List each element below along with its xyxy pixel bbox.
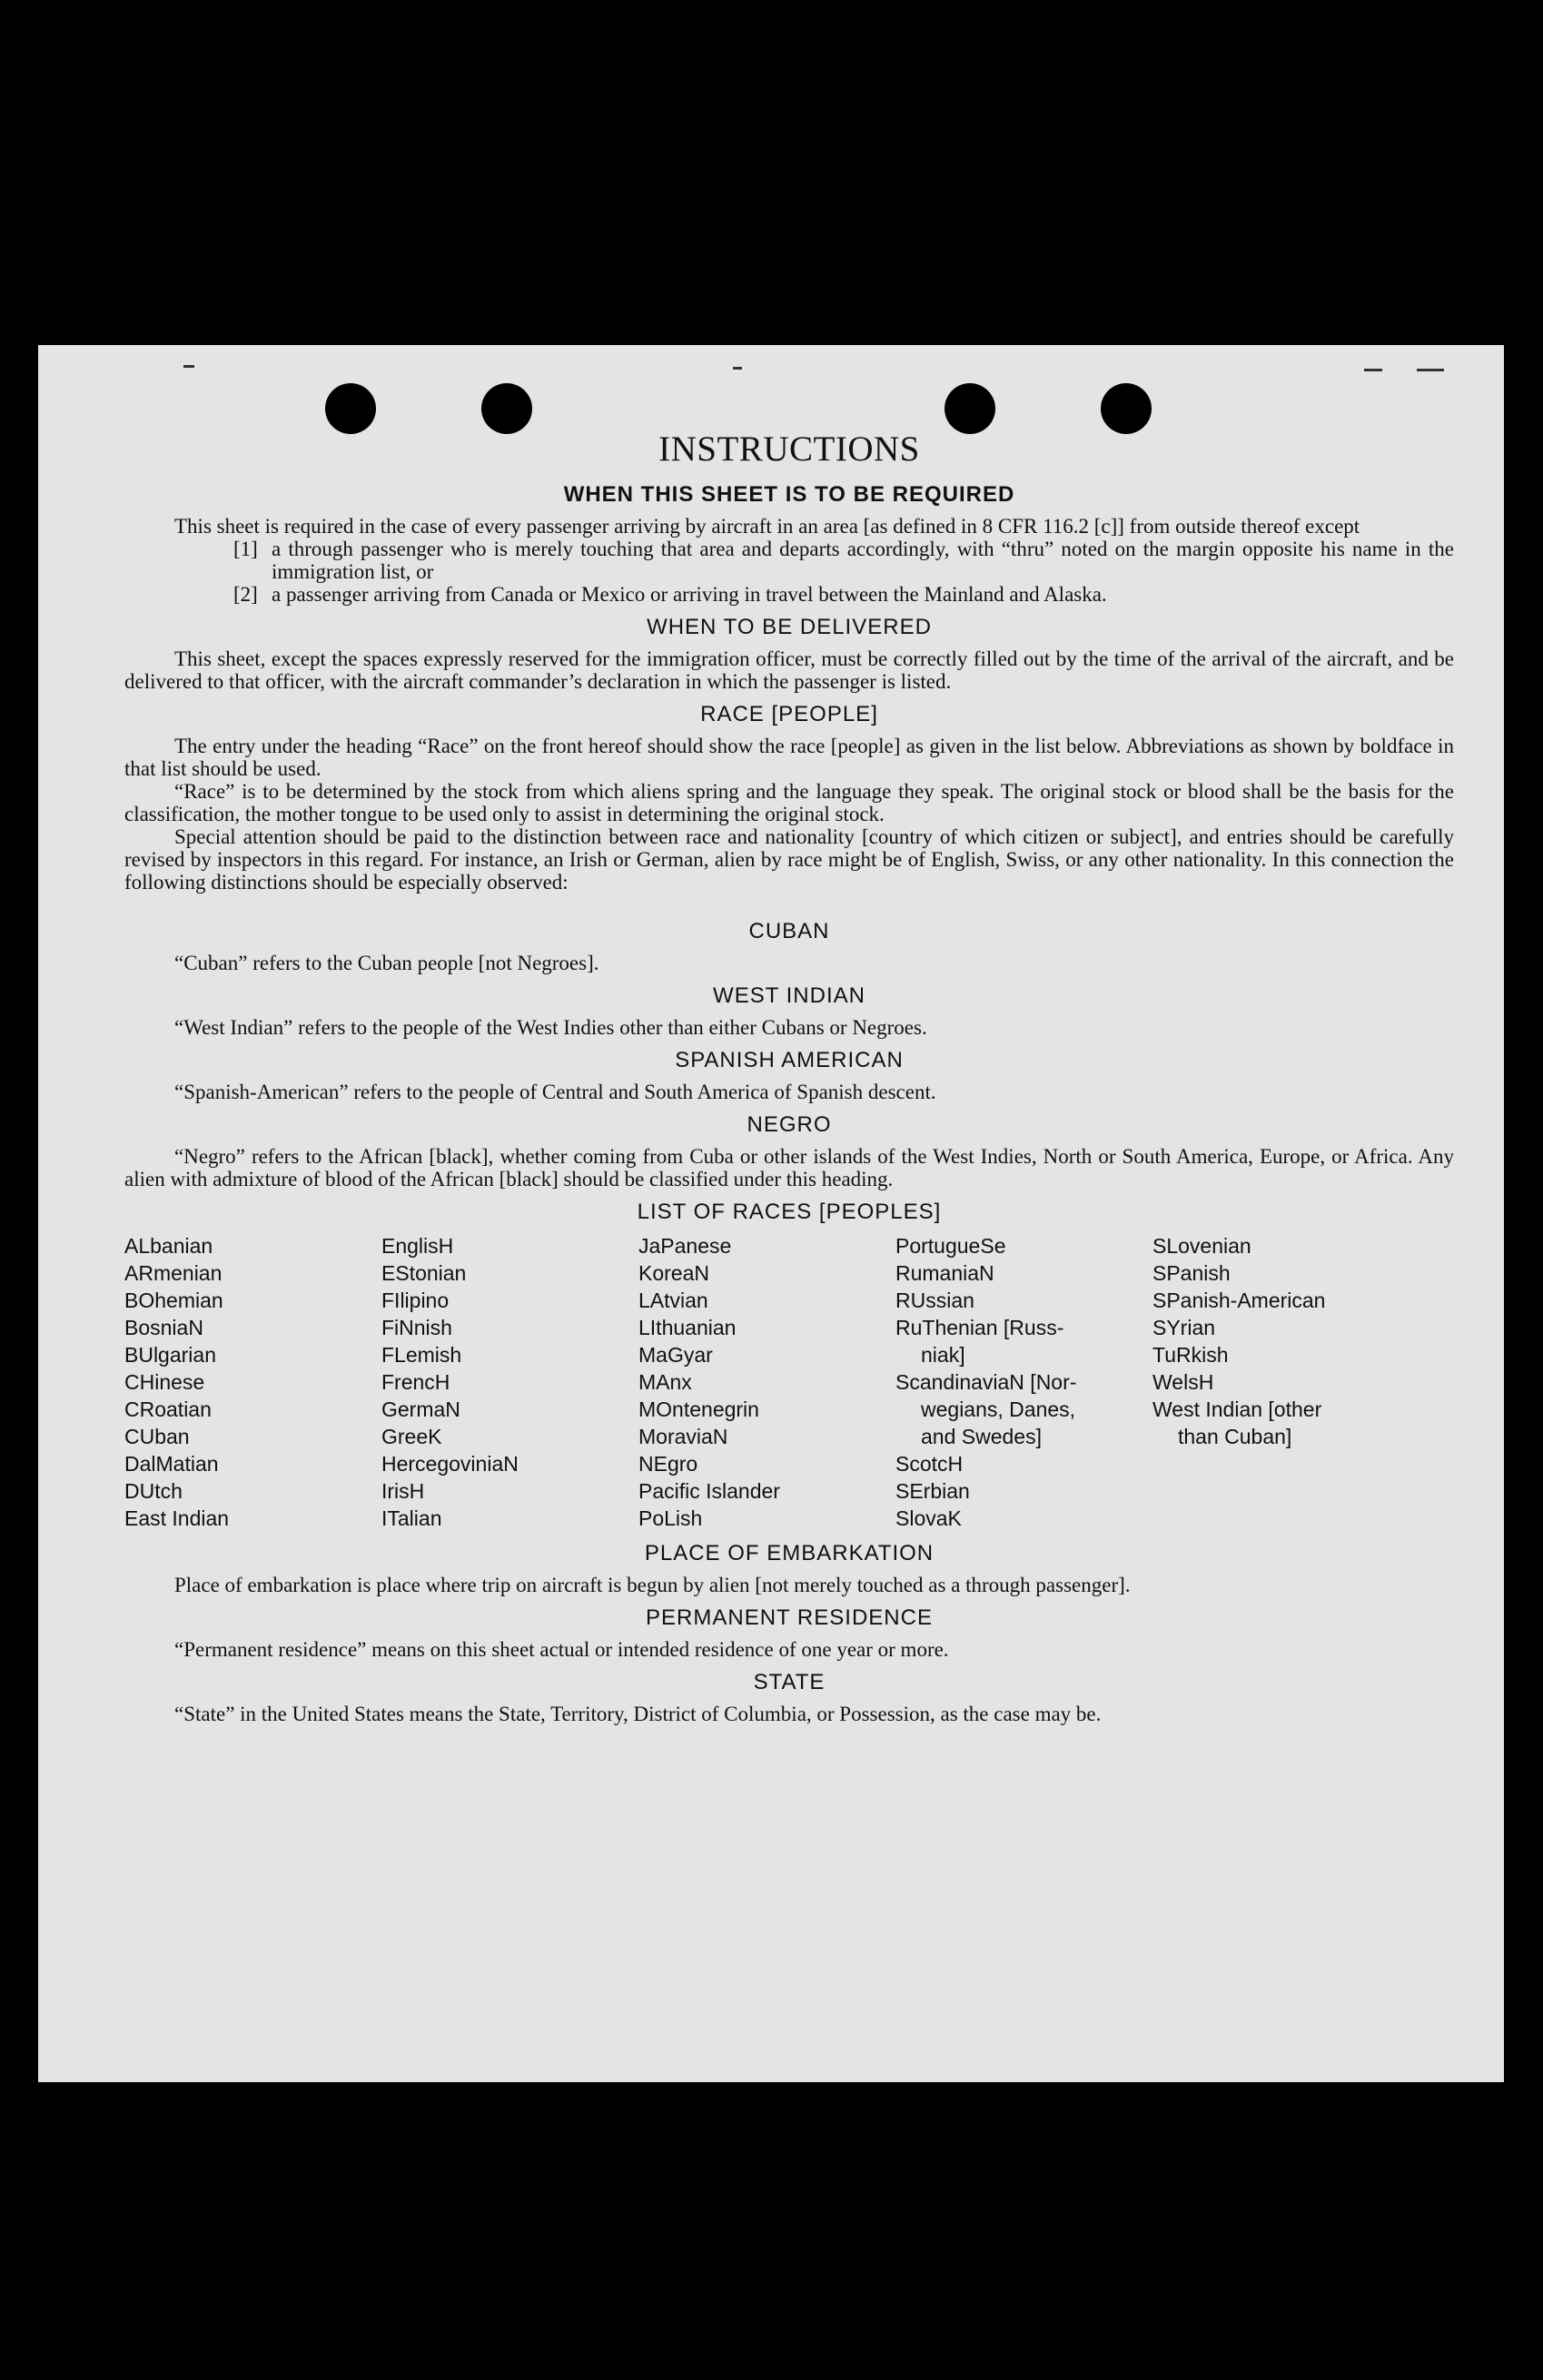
race-entry: DUtch (124, 1479, 183, 1503)
races-column (638, 1232, 895, 1532)
race-entry: DalMatian (124, 1452, 219, 1476)
section-heading-spanish-american: SPANISH AMERICAN (675, 1048, 904, 1072)
exception-item (233, 538, 1454, 583)
race-entry: EStonian (381, 1261, 467, 1285)
race-entry: East Indian (124, 1506, 230, 1530)
race-entry: FrencH (381, 1370, 450, 1394)
race-entry: ARmenian (124, 1261, 223, 1285)
race-paragraph-2: “Race” is to be determined by the stock from which aliens spring and the language they speak. The original stock or blood shall be the basis for the classification, the mother tongue to be used only to assist in determining the original stock. (124, 780, 1454, 825)
exception-text: a through passenger who is merely touching that area and departs accordingly, with “thru” noted on the margin opposite his name in the immigration list, or (272, 538, 1454, 583)
race-entry: SPanish-American (1152, 1289, 1326, 1312)
race-entry: CUban (124, 1425, 190, 1448)
race-entry: PoLish (638, 1506, 703, 1530)
scan-mark (733, 367, 742, 370)
section-heading-west-indian: WEST INDIAN (713, 983, 865, 1008)
race-entry: PortugueSe (895, 1234, 1006, 1258)
negro-body: “Negro” refers to the African [black], whether coming from Cuba or other islands of the West Indies, North or South America, Europe, or Africa. Any alien with admixture of blood of the African [black] should be classified under this heading. (124, 1145, 1454, 1190)
race-entry: BOhemian (124, 1289, 223, 1312)
race-entry: FiNnish (381, 1316, 452, 1339)
race-entry: SYrian (1152, 1316, 1216, 1339)
race-entry: Pacific Islander (638, 1479, 780, 1503)
race-entry: FIlipino (381, 1289, 450, 1312)
race-entry: GermaN (381, 1397, 460, 1421)
race-entry: KoreaN (638, 1261, 709, 1285)
race-entry: CRoatian (124, 1397, 212, 1421)
race-entry: ALbanian (124, 1234, 213, 1258)
race-entry: RUssian (895, 1289, 974, 1312)
race-entry: MOntenegrin (638, 1397, 759, 1421)
section-heading-embarkation: PLACE OF EMBARKATION (644, 1541, 935, 1565)
exception-number: [2] (233, 583, 258, 606)
race-entry: RuThenian [Russ- (895, 1316, 1064, 1339)
race-entry: BUlgarian (124, 1343, 216, 1367)
punch-hole (1101, 383, 1152, 434)
races-list (124, 1232, 1454, 1532)
race-entry: TuRkish (1152, 1343, 1229, 1367)
required-body: This sheet is required in the case of every passenger arriving by aircraft in an area [as defined in 8 CFR 116.2 [c]] from outside thereof except (174, 515, 1360, 538)
exception-text: a passenger arriving from Canada or Mexico or arriving in travel between the Mainland and Alaska. (272, 583, 1107, 606)
scan-mark (1364, 369, 1382, 371)
race-entry-continued: niak] (921, 1343, 965, 1367)
race-entry: West Indian [other (1152, 1397, 1322, 1421)
section-heading-required: WHEN THIS SHEET IS TO BE REQUIRED (563, 482, 1015, 507)
section-heading-negro: NEGRO (747, 1112, 832, 1137)
section-heading-race: RACE [PEOPLE] (700, 702, 878, 726)
exception-item (233, 583, 1454, 606)
race-entry-continued: than Cuban] (1178, 1425, 1292, 1448)
spanish-american-body: “Spanish-American” refers to the people of Central and South America of Spanish descent. (174, 1081, 936, 1103)
punch-hole (481, 383, 532, 434)
races-column (1152, 1232, 1409, 1532)
race-entry: LIthuanian (638, 1316, 737, 1339)
race-entry: SPanish (1152, 1261, 1231, 1285)
race-paragraph-1: The entry under the heading “Race” on the front hereof should show the race [people] as given in the list below. Abbreviations as shown by boldface in that list should be used. (124, 735, 1454, 780)
race-entry: EnglisH (381, 1234, 454, 1258)
races-column (124, 1232, 381, 1532)
scan-mark (183, 365, 194, 368)
west-indian-body: “West Indian” refers to the people of the West Indies other than either Cubans or Negroes. (174, 1016, 927, 1039)
race-entry: WelsH (1152, 1370, 1214, 1394)
race-entry: MaGyar (638, 1343, 713, 1367)
race-entry: SErbian (895, 1479, 970, 1503)
race-entry: MAnx (638, 1370, 692, 1394)
race-entry: MoraviaN (638, 1425, 728, 1448)
section-heading-residence: PERMANENT RESIDENCE (646, 1605, 933, 1630)
section-heading-list-of-races: LIST OF RACES [PEOPLES] (637, 1200, 942, 1224)
race-entry: ScotcH (895, 1452, 964, 1476)
punch-hole (945, 383, 995, 434)
race-entry: FLemish (381, 1343, 462, 1367)
embarkation-body: Place of embarkation is place where trip on aircraft is begun by alien [not merely touched as a through passenger]. (174, 1574, 1131, 1596)
cuban-body: “Cuban” refers to the Cuban people [not Negroes]. (174, 952, 599, 974)
race-entry: IrisH (381, 1479, 425, 1503)
race-entry: HercegoviniaN (381, 1452, 519, 1476)
state-body: “State” in the United States means the State, Territory, District of Columbia, or Possession, as the case may be. (174, 1703, 1102, 1725)
document-sheet (38, 345, 1504, 2082)
races-column (381, 1232, 638, 1532)
race-entry: SLovenian (1152, 1234, 1251, 1258)
race-entry-continued: and Swedes] (921, 1425, 1042, 1448)
residence-body: “Permanent residence” means on this sheet actual or intended residence of one year or more. (174, 1638, 949, 1661)
race-entry: GreeK (381, 1425, 442, 1448)
race-entry: CHinese (124, 1370, 205, 1394)
race-entry: ITalian (381, 1506, 442, 1530)
race-entry: NEgro (638, 1452, 698, 1476)
document-title: INSTRUCTIONS (658, 430, 920, 469)
race-entry: LAtvian (638, 1289, 708, 1312)
race-entry: BosniaN (124, 1316, 203, 1339)
scan-mark (1417, 369, 1444, 371)
race-paragraph-3: Special attention should be paid to the distinction between race and nationality [country of which citizen or subject], and entries should be carefully revised by inspectors in this regard. For instance, an Irish or German, alien by race might be of English, Swiss, or any other nationality. In this connection the following distinctions should be especially observed: (124, 825, 1454, 894)
race-entry-continued: wegians, Danes, (921, 1397, 1076, 1421)
races-column (895, 1232, 1152, 1532)
race-entry: RumaniaN (895, 1261, 994, 1285)
race-entry: JaPanese (638, 1234, 732, 1258)
section-heading-state: STATE (753, 1670, 826, 1694)
section-heading-delivered: WHEN TO BE DELIVERED (647, 615, 932, 639)
section-heading-cuban: CUBAN (748, 919, 830, 943)
race-entry: ScandinaviaN [Nor- (895, 1370, 1077, 1394)
exception-number: [1] (233, 538, 258, 560)
delivered-body: This sheet, except the spaces expressly reserved for the immigration officer, must be correctly filled out by the time of the arrival of the aircraft, and be delivered to that officer, with the aircraft commander’s declaration in which the passenger is listed. (124, 647, 1454, 693)
punch-hole (325, 383, 376, 434)
race-entry: SlovaK (895, 1506, 962, 1530)
document-content (124, 429, 1454, 1725)
